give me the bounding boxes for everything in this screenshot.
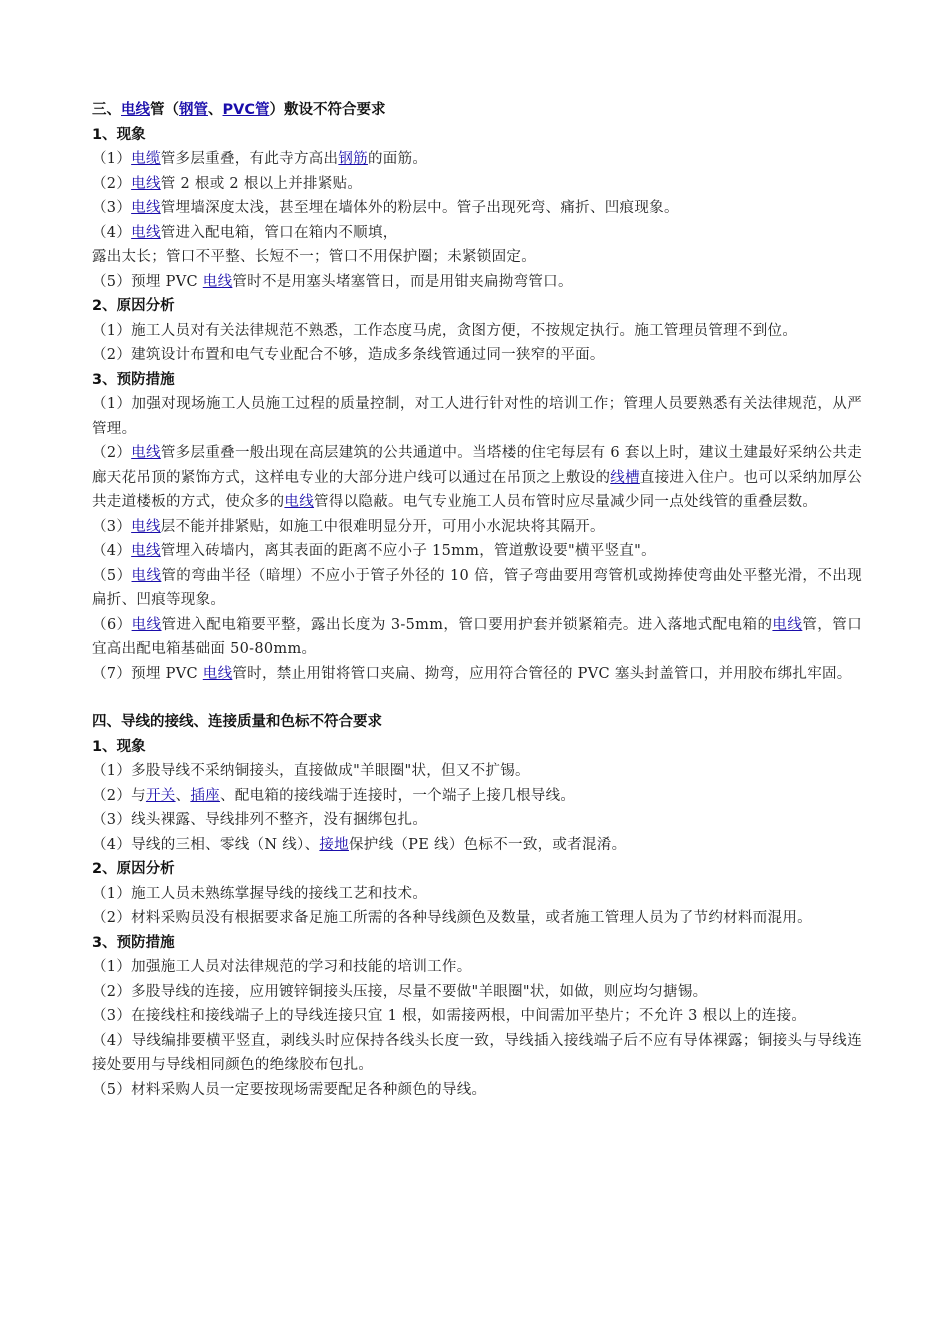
document-page (92, 98, 862, 1102)
paragraph: （6）电线管进入配电箱要平整，露出长度为 3-5mm，管口要用护套并锁紧箱壳。进入落地式配电箱的电线管，管口宜高出配电箱基础面 50-80mm。 (92, 616, 862, 657)
link-pvc-guan[interactable]: PVC管 (222, 102, 270, 118)
paragraph: （7）预埋 PVC 电线管时，禁止用钳将管口夹扁、拗弯，应用符合管径的 PVC 塞头封盖管口，并用胶布绑扎牢固。 (92, 665, 852, 682)
paragraph: （5）预埋 PVC 电线管时不是用塞头堵塞管日，而是用钳夹扁拗弯管口。 (92, 273, 573, 290)
paragraph: （1）施工人员未熟练掌握导线的接线工艺和技术。 (92, 885, 428, 902)
paragraph: （2）电线管 2 根或 2 根以上并排紧贴。 (92, 175, 363, 192)
paragraph: （3）电线管埋墙深度太浅，甚至埋在墙体外的粉层中。管子出现死弯、痛折、凹痕现象。 (92, 200, 679, 216)
paragraph: 露出太长；管口不平整、长短不一；管口不用保护圈；未紧锁固定。 (92, 249, 536, 265)
section-4-sub-phenomena: 1、现象 (92, 738, 146, 755)
link-dianxian[interactable]: 电线 (202, 273, 233, 290)
link-dianxian[interactable]: 电线 (131, 567, 162, 584)
paragraph: （5）电线管的弯曲半径（暗埋）不应小于管子外径的 10 倍，管子弯曲要用弯管机或拗捧使弯曲处平整光滑，不出现扁折、凹痕等现象。 (92, 567, 862, 608)
paragraph: （5）材料采购人员一定要按现场需要配足各种颜色的导线。 (92, 1081, 487, 1098)
link-jiedi[interactable]: 接地 (319, 836, 349, 853)
section-4-sub-causes: 2、原因分析 (92, 861, 175, 877)
paragraph: （1）加强对现场施工人员施工过程的质量控制，对工人进行针对性的培训工作；管理人员要熟悉有关法律规范，从严管理。 (92, 396, 862, 437)
paragraph: （3）线头裸露、导线排列不整齐，没有捆绑包扎。 (92, 812, 428, 828)
link-kaiguan[interactable]: 开关 (145, 787, 176, 804)
section-3-sub-causes: 2、原因分析 (92, 298, 175, 314)
paragraph: （4）电线管埋入砖墙内，离其表面的距离不应小子 15mm，管道敷设要"横平竖直"。 (92, 543, 656, 559)
paragraph: （2）电线管多层重叠一般出现在高层建筑的公共通道中。当塔楼的住宅每层有 6 套以上时，建议土建最好采纳公共走廊天花吊顶的紧饰方式，这样电专业的大部分进户线可以通过在吊顶之上敷设的线槽直接进入住户。也可以采纳加厚公共走道楼板的方式，使众多的电线管得以隐蔽。电气专业施工人员布管时应尽量减少同一点处线管的重叠层数。 (92, 445, 863, 510)
link-chazuo[interactable]: 插座 (190, 787, 220, 804)
paragraph: （2）建筑设计布置和电气专业配合不够，造成多条线管通过同一狭窄的平面。 (92, 347, 605, 363)
link-dianlan[interactable]: 电缆 (131, 151, 161, 167)
paragraph: （1）施工人员对有关法律规范不熟悉，工作态度马虎，贪图方便，不按规定执行。施工管理员管理不到位。 (92, 322, 798, 339)
link-dianxian[interactable]: 电线 (131, 518, 161, 535)
link-dianxian[interactable]: 电线 (121, 102, 150, 118)
section-4-heading: 四、导线的接线、连接质量和色标不符合要求 (92, 714, 382, 730)
paragraph: （4）导线的三相、零线（N 线）、接地保护线（PE 线）色标不一致，或者混淆。 (92, 836, 627, 853)
link-dianxian[interactable]: 电线 (202, 665, 233, 682)
link-dianxian[interactable]: 电线 (131, 543, 161, 559)
section-3-sub-phenomena: 1、现象 (92, 126, 146, 143)
link-dianxian[interactable]: 电线 (131, 200, 161, 216)
link-dianxian[interactable]: 电线 (131, 175, 161, 192)
paragraph: （1）加强施工人员对法律规范的学习和技能的培训工作。 (92, 959, 472, 975)
paragraph: （4）电线管进入配电箱，管口在箱内不顺填， (92, 224, 398, 241)
paragraph: （4）导线编排要横平竖直，剥线头时应保持各线头长度一致，导线插入接线端子后不应有导体裸露；铜接头与导线连接处要用与导线相同颜色的绝缘胶布包扎。 (92, 1032, 862, 1073)
paragraph: （2）多股导线的连接，应用镀锌铜接头压接，尽量不要做"羊眼圈"状，如做，则应均匀搪锡。 (92, 983, 708, 1000)
section-3-sub-prevention: 3、预防措施 (92, 371, 175, 388)
section-3-heading: 三、电线管（钢管、PVC管）敷设不符合要求 (92, 102, 386, 118)
link-xiancao[interactable]: 线槽 (610, 469, 640, 486)
link-dianxian[interactable]: 电线 (284, 494, 315, 510)
link-dianxian[interactable]: 电线 (131, 445, 161, 461)
link-dianxian[interactable]: 电线 (772, 616, 803, 633)
paragraph: （1）电缆管多层重叠，有此寺方高出钢筋的面筋。 (92, 151, 428, 167)
paragraph: （3）电线层不能并排紧贴，如施工中很难明显分开，可用小水泥块将其隔开。 (92, 518, 605, 535)
section-4-sub-prevention: 3、预防措施 (92, 934, 175, 951)
paragraph: （1）多股导线不采纳铜接头，直接做成"羊眼圈"状，但又不扩锡。 (92, 763, 530, 779)
paragraph: （2）材料采购员没有根据要求备足施工所需的各种导线颜色及数量，或者施工管理人员为了节约材料而混用。 (92, 910, 812, 926)
paragraph: （3）在接线柱和接线端子上的导线连接只宜 1 根，如需接两根，中间需加平垫片；不允许 3 根以上的连接。 (92, 1008, 807, 1024)
link-gangjin[interactable]: 钢筋 (338, 151, 368, 167)
link-gangguan[interactable]: 钢管 (179, 102, 208, 118)
link-dianxian[interactable]: 电线 (131, 616, 162, 633)
link-dianxian[interactable]: 电线 (131, 224, 161, 241)
paragraph: （2）与开关、插座、配电箱的接线端于连接时，一个端子上接几根导线。 (92, 787, 576, 804)
